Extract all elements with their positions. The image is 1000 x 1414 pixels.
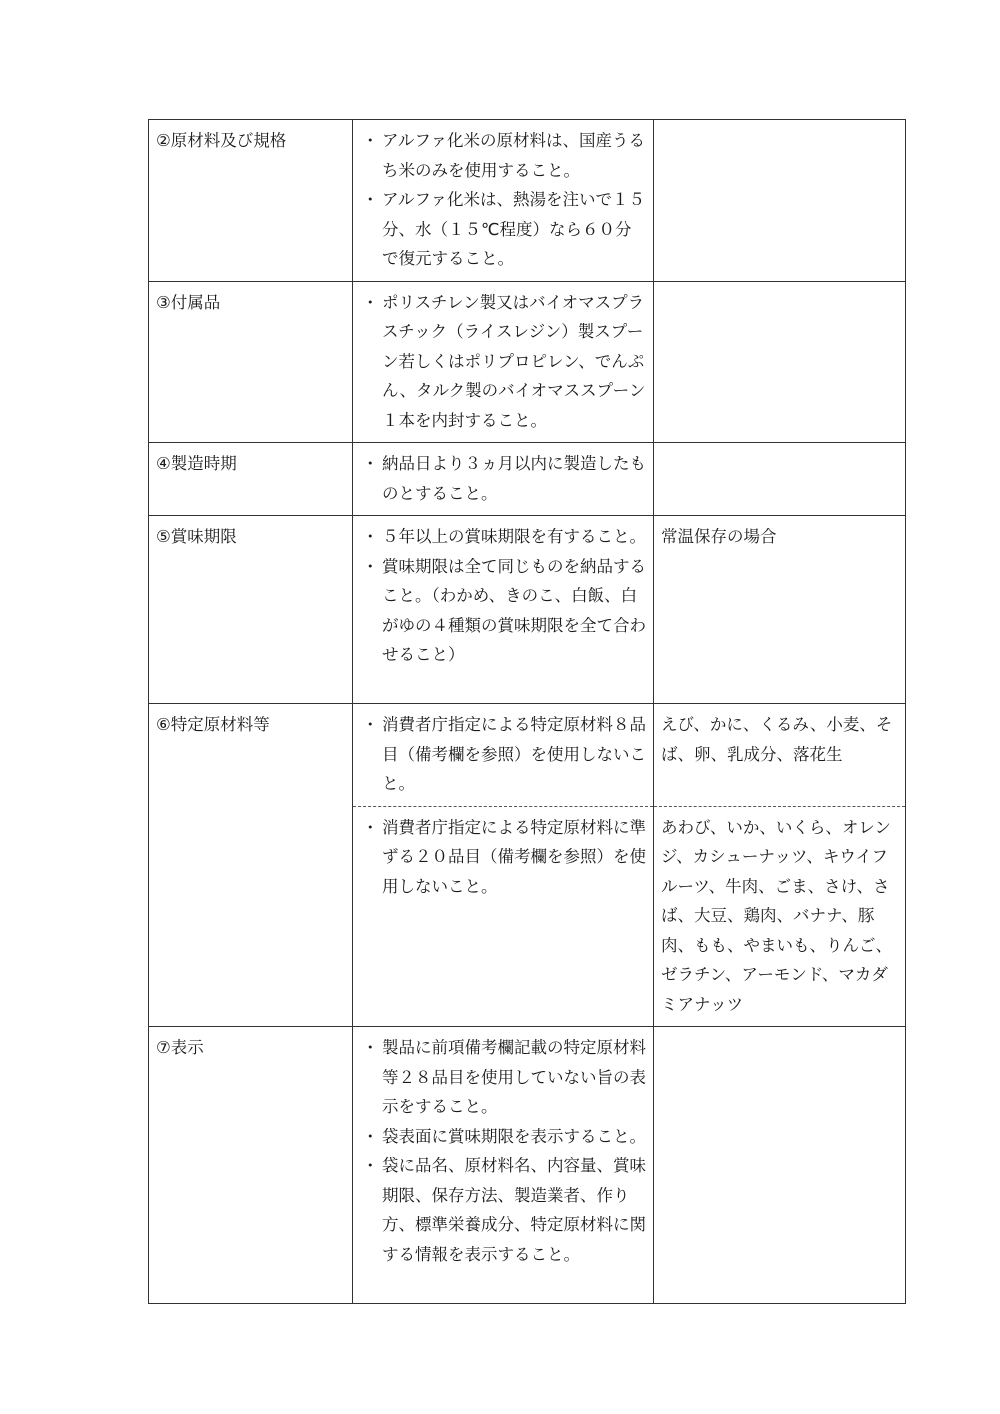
- requirements-cell: [353, 120, 654, 282]
- note-cell: [654, 443, 906, 516]
- item-name: ④製造時期: [149, 443, 353, 516]
- requirements-cell: [353, 806, 654, 1027]
- note-cell: えび、かに、くるみ、小麦、そば、卵、乳成分、落花生: [654, 704, 906, 807]
- spec-table: [148, 119, 906, 1304]
- requirements-cell: [353, 281, 654, 443]
- table-row: [149, 704, 906, 807]
- requirement-item: ・ ポリスチレン製又はバイオマスプラスチック（ライスレジン）製スプーン若しくはポリプロピレン、でんぷん、タルク製のバイオマススプーン１本を内封すること。: [360, 288, 647, 436]
- table-row: [149, 516, 906, 704]
- note-cell: [654, 120, 906, 282]
- table-row: [149, 1027, 906, 1304]
- item-name: ⑦表示: [149, 1027, 353, 1304]
- table-row: [149, 443, 906, 516]
- note-cell: あわび、いか、いくら、オレンジ、カシューナッツ、キウイフルーツ、牛肉、ごま、さけ、さば、大豆、鶏肉、バナナ、豚肉、もも、やまいも、りんご、ゼラチン、アーモンド、マカダミアナッツ: [654, 806, 906, 1027]
- item-name: ③付属品: [149, 281, 353, 443]
- item-name: ②原材料及び規格: [149, 120, 353, 282]
- requirement-item: ・ 袋に品名、原材料名、内容量、賞味期限、保存方法、製造業者、作り方、標準栄養成分、特定原材料に関する情報を表示すること。: [360, 1151, 647, 1269]
- table-row: [149, 281, 906, 443]
- table-row: [149, 120, 906, 282]
- requirement-item: ・ 賞味期限は全て同じものを納品すること。（わかめ、きのこ、白飯、白がゆの４種類の賞味期限を全て合わせること）: [360, 552, 647, 670]
- requirements-cell: [353, 443, 654, 516]
- requirement-item: ・ 納品日より３ヵ月以内に製造したものとすること。: [360, 449, 647, 508]
- requirement-item: ・ アルファ化米は、熱湯を注いで１５分、水（１５℃程度）なら６０分で復元すること。: [360, 185, 647, 274]
- requirement-item: ・ 消費者庁指定による特定原材料に準ずる２０品目（備考欄を参照）を使用しないこと。: [360, 813, 647, 902]
- item-name: ⑤賞味期限: [149, 516, 353, 704]
- requirements-cell: [353, 516, 654, 704]
- requirement-item: ・ アルファ化米の原材料は、国産うるち米のみを使用すること。: [360, 126, 647, 185]
- requirement-item: ・ 袋表面に賞味期限を表示すること。: [360, 1122, 647, 1152]
- note-cell: [654, 281, 906, 443]
- requirement-item: ・ 製品に前項備考欄記載の特定原材料等２８品目を使用していない旨の表示をすること。: [360, 1033, 647, 1122]
- note-cell: [654, 1027, 906, 1304]
- requirement-item: ・ ５年以上の賞味期限を有すること。: [360, 522, 647, 552]
- item-name: ⑥特定原材料等: [149, 704, 353, 1027]
- requirements-cell: [353, 704, 654, 807]
- requirement-item: ・ 消費者庁指定による特定原材料８品目（備考欄を参照）を使用しないこと。: [360, 710, 647, 799]
- requirements-cell: [353, 1027, 654, 1304]
- note-cell: 常温保存の場合: [654, 516, 906, 704]
